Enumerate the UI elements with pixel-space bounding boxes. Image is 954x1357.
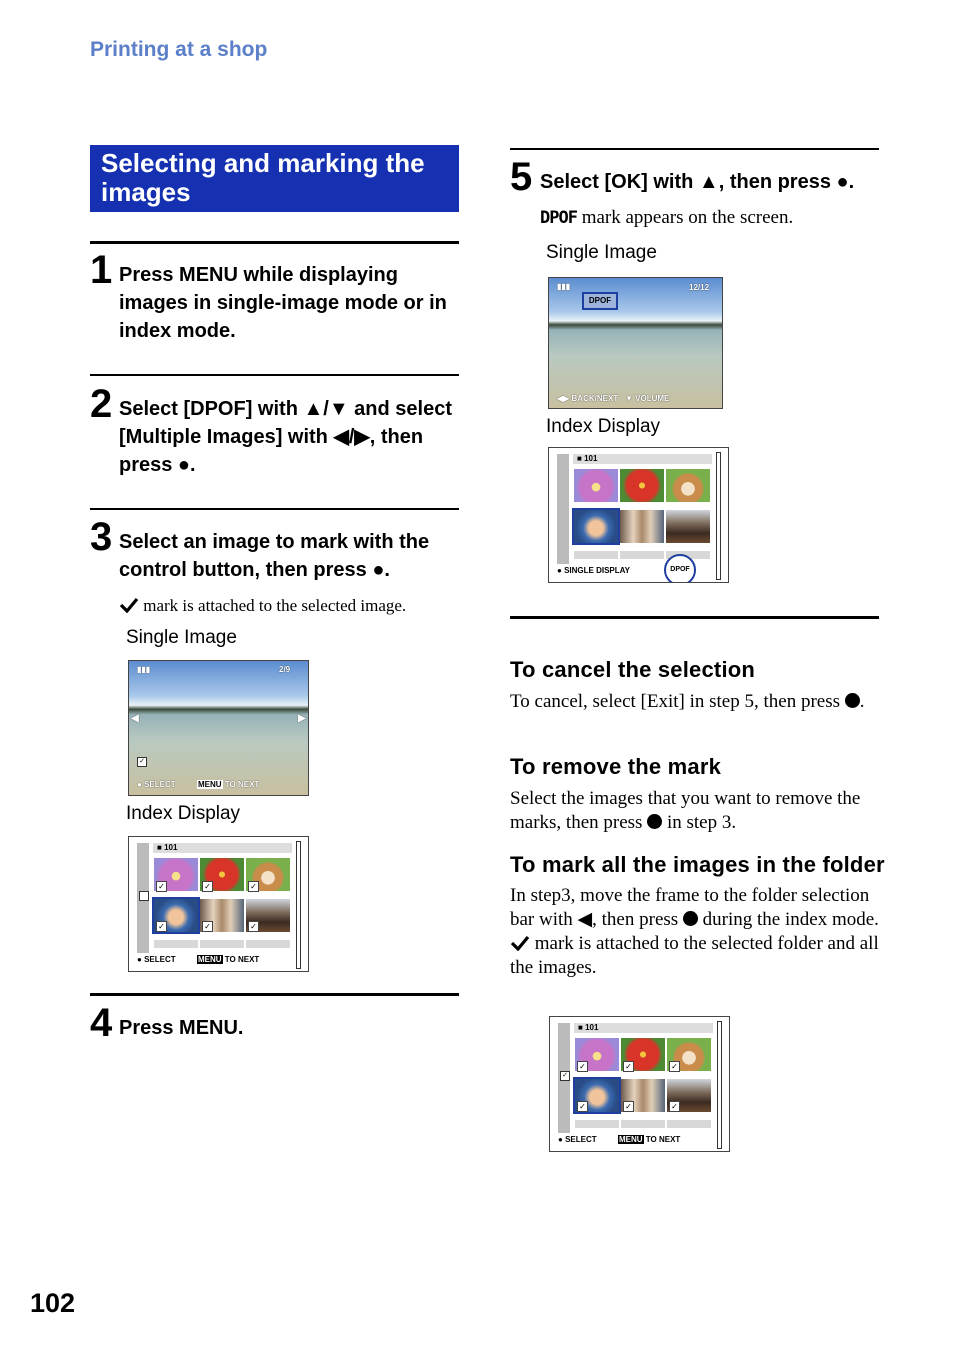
step-4-text: Press MENU. [119,1017,244,1039]
center-button-icon [647,814,662,829]
battery-icon: ▮▮▮ [137,665,151,674]
tip-cancel-body: To cancel, select [Exit] in step 5, then press . [510,691,865,712]
step-1-text: Press MENU while displaying images in single-image mode or in index mode. [119,264,447,342]
folder-checkbox: ✓ [560,1071,570,1081]
step-3-number: 3 [90,515,113,559]
step-1-number: 1 [90,248,113,292]
center-button-icon [845,693,860,708]
page-number: 102 [30,1288,76,1318]
step-5-number: 5 [510,155,533,199]
folder-label: ■ 101 [574,1023,713,1033]
volume-hint: ▼ VOLUME [625,394,670,403]
caption-single-image: Single Image [126,627,237,648]
next-hint: MENU TO NEXT [619,1135,681,1144]
caption-index-display: Index Display [126,803,241,824]
image-counter: 2/9 [279,665,291,674]
step-5-text: Select [OK] with ▲, then press ●. [540,171,855,193]
image-counter: 12/12 [689,283,710,292]
step-5-note [540,206,880,230]
checkmark-icon [119,597,139,613]
divider [510,148,879,150]
divider [90,241,459,244]
caption-index-display: Index Display [546,416,661,437]
single-image-screen [128,660,309,796]
caption-single-image: Single Image [546,242,657,263]
divider [90,508,459,510]
tip-remove-body: Select the images that you want to remove the marks, then press in step 3. [510,788,861,833]
dpof-icon: DPOF [540,208,577,228]
checkmark-icon [510,935,530,951]
mark-checkbox: ✓ [137,757,147,767]
step-3-text: Select an image to mark with the control button, then press ●. [119,531,430,581]
back-next-hint: ◀▶ BACK/NEXT [557,394,619,403]
step-3-note-text: mark is attached to the selected image. [143,596,407,615]
battery-icon: ▮▮▮ [557,282,571,291]
right-arrow-icon: ▶ [298,713,306,724]
dpof-badge: DPOF [664,554,696,583]
tip-mark-all-title: To mark all the images in the folder [510,852,885,877]
section-header: Printing at a shop [90,38,268,61]
divider [510,616,879,619]
divider [90,374,459,376]
tip-cancel-title: To cancel the selection [510,657,756,682]
index-display-screen: ■ 101 ✓ ✓ ✓ ✓ ✓ ✓ ● SELECT MENU TO NEXT [128,836,309,972]
step-2-number: 2 [90,382,113,426]
single-image-screen [548,277,723,409]
left-arrow-icon: ◀ [131,713,139,724]
divider [90,993,459,996]
folder-label: ■ 101 [573,454,712,464]
step-5-note-text: mark appears on the screen. [581,207,794,228]
center-button-icon [683,911,698,926]
next-hint: MENU TO NEXT [198,780,260,789]
folder-checkbox [139,891,149,901]
index-display-screen: ✓ ■ 101 ✓ ✓ ✓ ✓ ✓ ✓ ● SELECT MENU TO NEXT [549,1016,730,1152]
tip-remove-title: To remove the mark [510,754,722,779]
step-3-note [119,594,459,618]
dpof-badge: DPOF [582,292,618,310]
single-display-hint: ● SINGLE DISPLAY [557,566,631,575]
step-2-text: Select [DPOF] with ▲/▼ and select [Multiple Images] with ◀/▶, then press ●. [119,398,452,476]
step-4-number: 4 [90,1001,113,1045]
select-hint: ● SELECT [558,1135,597,1144]
select-hint: ● SELECT [137,955,176,964]
tip-mark-all-body: In step3, move the frame to the folder selection bar with ◀, then press during the index mode. mark is attached to the selected folder and all the images. [510,885,879,978]
section-banner: Selecting and marking the images [90,145,459,212]
folder-label: ■ 101 [153,843,292,853]
select-hint: ● SELECT [137,780,176,789]
index-display-screen [548,447,729,583]
next-hint: MENU TO NEXT [198,955,260,964]
